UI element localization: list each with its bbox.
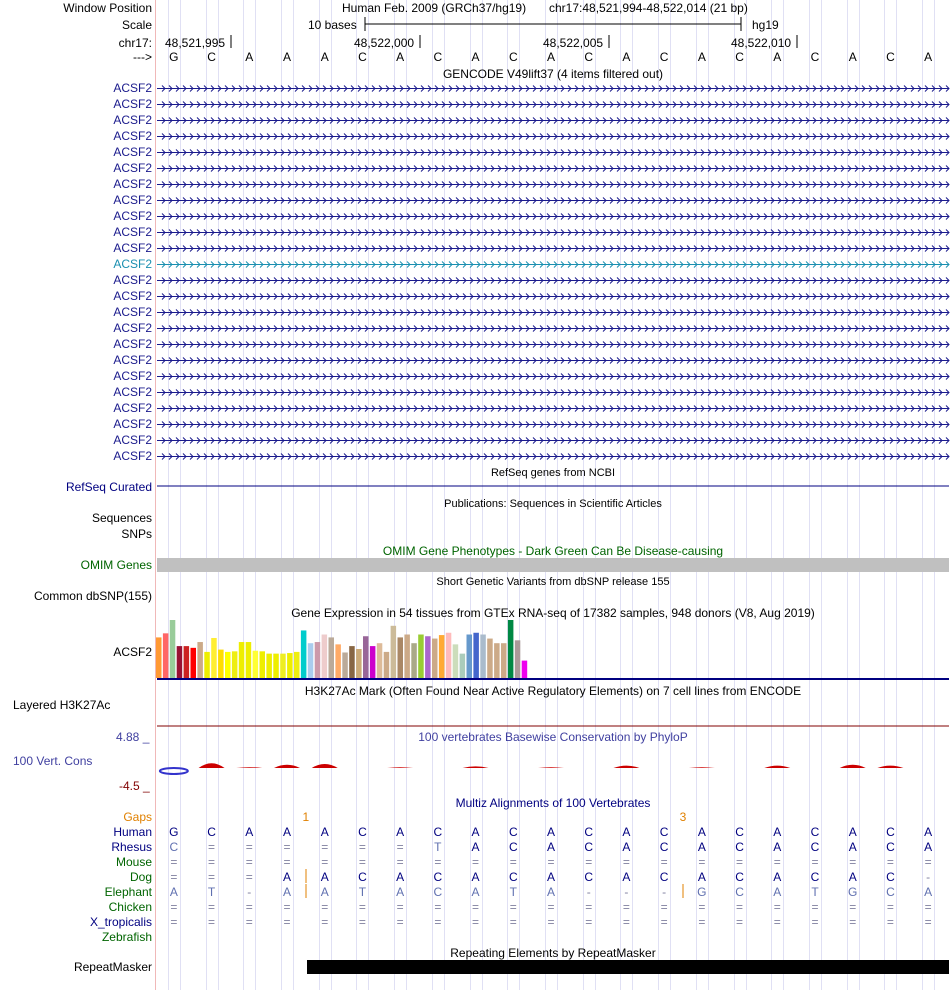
alignment-base: C — [584, 840, 594, 854]
gencode-gene-label[interactable]: ACSF2 — [113, 113, 152, 127]
alignment-base: = — [509, 855, 517, 869]
alignment-base: C — [358, 825, 367, 839]
alignment-base: = — [811, 900, 819, 914]
alignment-base: = — [924, 900, 932, 914]
alignment-base: = — [924, 915, 932, 929]
alignment-base: A — [471, 885, 480, 899]
alignment-base: = — [622, 855, 630, 869]
alignment-base: = — [736, 915, 744, 929]
alignment-base: A — [848, 825, 857, 839]
alignment-base: A — [546, 825, 555, 839]
alignment-base: = — [321, 900, 329, 914]
gencode-track-title[interactable]: GENCODE V49lift37 (4 items filtered out) — [442, 67, 664, 81]
alignment-base: = — [622, 900, 630, 914]
alignment-base: T — [811, 885, 819, 899]
base-letter: C — [735, 50, 744, 64]
alignment-base: = — [886, 900, 894, 914]
alignment-base: C — [659, 870, 669, 884]
coord-label: 48,522,000 — [354, 36, 415, 50]
alignment-base: = — [358, 915, 366, 929]
alignment-base: = — [660, 855, 668, 869]
alignment-base: = — [434, 855, 442, 869]
multiz-track-title[interactable]: Multiz Alignments of 100 Vertebrates — [455, 796, 651, 810]
base-letter: C — [810, 50, 820, 64]
gencode-gene-label[interactable]: ACSF2 — [113, 289, 152, 303]
alignment-base: A — [320, 825, 329, 839]
base-letter: A — [546, 50, 555, 64]
phylop-track-title[interactable]: 100 vertebrates Basewise Conservation by PhyloP — [418, 730, 688, 744]
alignment-base: A — [320, 870, 329, 884]
snps-label: SNPs — [121, 527, 152, 541]
dbsnp-track-title[interactable]: Short Genetic Variants from dbSNP release 155 — [436, 576, 670, 588]
gencode-gene-label[interactable]: ACSF2 — [113, 449, 152, 463]
alignment-base: = — [660, 915, 668, 929]
alignment-base: = — [396, 840, 404, 854]
alignment-base: = — [245, 870, 253, 884]
gtex-track-title[interactable]: Gene Expression in 54 tissues from GTEx RNA-seq of 17382 samples, 948 donors (V8, Aug 2019) — [291, 606, 815, 620]
alignment-base: C — [433, 885, 443, 899]
gencode-gene-label[interactable]: ACSF2 — [113, 209, 152, 223]
alignment-base: = — [245, 900, 253, 914]
h3k27ac-label: Layered H3K27Ac — [13, 698, 111, 712]
alignment-base: = — [358, 840, 366, 854]
alignment-base: C — [886, 885, 895, 899]
alignment-base: A — [396, 825, 405, 839]
coord-label: 48,521,995 — [165, 36, 226, 50]
alignment-base: = — [660, 900, 668, 914]
alignment-base: = — [208, 855, 216, 869]
repeat-element-bar[interactable] — [307, 960, 949, 974]
alignment-base: A — [622, 825, 631, 839]
gencode-gene-label[interactable]: ACSF2 — [113, 385, 152, 399]
phylop-label: 100 Vert. Cons — [13, 754, 93, 768]
alignment-base: = — [208, 915, 216, 929]
alignment-base: = — [208, 840, 216, 854]
base-letter: C — [584, 50, 594, 64]
alignment-base: = — [170, 870, 178, 884]
phylop-min-label: -4.5 _ — [119, 779, 150, 793]
alignment-base: = — [736, 855, 744, 869]
alignment-base: C — [886, 870, 895, 884]
alignment-base: T — [434, 840, 442, 854]
alignment-base: A — [697, 825, 706, 839]
alignment-base: = — [358, 855, 366, 869]
species-label[interactable]: Mouse — [115, 855, 152, 869]
alignment-base: A — [697, 870, 706, 884]
alignment-base: C — [810, 825, 820, 839]
gencode-gene-label[interactable]: ACSF2 — [113, 241, 152, 255]
alignment-base: - — [247, 885, 252, 899]
alignment-base: C — [810, 870, 820, 884]
alignment-base: - — [624, 885, 629, 899]
alignment-base: = — [547, 855, 555, 869]
scale-text: 10 bases — [308, 18, 357, 32]
species-label[interactable]: Human — [113, 825, 152, 839]
alignment-base: C — [433, 825, 443, 839]
gencode-gene-label[interactable]: ACSF2 — [113, 369, 152, 383]
alignment-base: C — [659, 825, 669, 839]
dbsnp-label: Common dbSNP(155) — [33, 589, 152, 603]
base-letter: G — [169, 50, 179, 64]
strand-label: ---> — [133, 50, 152, 64]
base-letter: A — [622, 50, 631, 64]
alignment-base: = — [283, 915, 291, 929]
base-letter: A — [396, 50, 405, 64]
assembly-text: Human Feb. 2009 (GRCh37/hg19) — [342, 1, 527, 15]
alignment-base: = — [886, 915, 894, 929]
alignment-base: T — [509, 885, 517, 899]
alignment-base: T — [358, 885, 367, 899]
alignment-base: = — [321, 840, 329, 854]
alignment-base: = — [698, 915, 706, 929]
alignment-base: = — [773, 915, 781, 929]
alignment-base: T — [207, 885, 216, 899]
alignment-base: C — [358, 870, 367, 884]
base-letter: A — [848, 50, 857, 64]
gencode-gene-label[interactable]: ACSF2 — [113, 433, 152, 447]
alignment-base: A — [546, 870, 555, 884]
omim-genes-label[interactable]: OMIM Genes — [80, 558, 152, 572]
alignment-base: = — [358, 900, 366, 914]
alignment-base: = — [472, 915, 480, 929]
base-letter: A — [697, 50, 706, 64]
gencode-gene-label[interactable]: ACSF2 — [113, 81, 152, 95]
alignment-base: C — [735, 870, 744, 884]
alignment-base: = — [170, 915, 178, 929]
alignment-base: A — [773, 885, 782, 899]
alignment-base: A — [396, 885, 405, 899]
alignment-base: = — [283, 900, 291, 914]
alignment-base: = — [472, 855, 480, 869]
gencode-gene-label[interactable]: ACSF2 — [113, 337, 152, 351]
alignment-base: = — [321, 915, 329, 929]
coord-label: 48,522,010 — [731, 36, 792, 50]
alignment-base: = — [283, 840, 291, 854]
publications-track-title[interactable]: Publications: Sequences in Scientific Articles — [444, 498, 662, 510]
window-position-label: Window Position — [63, 1, 152, 15]
alignment-base: = — [509, 915, 517, 929]
alignment-base: C — [508, 870, 518, 884]
alignment-base: = — [396, 915, 404, 929]
base-letter: C — [358, 50, 367, 64]
scale-label: Scale — [121, 18, 152, 32]
alignment-base: - — [926, 870, 931, 884]
alignment-base: = — [622, 915, 630, 929]
alignment-base: = — [698, 900, 706, 914]
species-label[interactable]: Rhesus — [111, 840, 152, 854]
alignment-base: = — [773, 855, 781, 869]
base-letter: A — [282, 50, 291, 64]
gencode-gene-label[interactable]: ACSF2 — [113, 97, 152, 111]
alignment-base: = — [849, 915, 857, 929]
alignment-base: A — [848, 870, 857, 884]
alignment-base: = — [434, 915, 442, 929]
alignment-base: A — [396, 870, 405, 884]
alignment-base: C — [810, 840, 820, 854]
refseq-curated-label[interactable]: RefSeq Curated — [65, 480, 152, 494]
gencode-gene-label[interactable]: ACSF2 — [113, 193, 152, 207]
gencode-gene-label[interactable]: ACSF2 — [113, 145, 152, 159]
base-letter: C — [886, 50, 895, 64]
alignment-base: A — [697, 840, 706, 854]
alignment-base: = — [849, 900, 857, 914]
gtex-gene-label: ACSF2 — [113, 645, 152, 659]
alignment-base: A — [546, 840, 555, 854]
alignment-base: = — [585, 855, 593, 869]
alignment-base: = — [547, 915, 555, 929]
chrom-label: chr17: — [118, 36, 152, 50]
alignment-base: = — [472, 900, 480, 914]
alignment-base: A — [924, 825, 933, 839]
alignment-base: C — [735, 840, 744, 854]
alignment-base: A — [282, 825, 291, 839]
alignment-base: = — [509, 900, 517, 914]
alignment-base: = — [886, 855, 894, 869]
alignment-base: = — [321, 855, 329, 869]
alignment-base: A — [282, 870, 291, 884]
alignment-base: = — [245, 840, 253, 854]
repeatmasker-label: RepeatMasker — [73, 960, 152, 974]
alignment-base: = — [698, 855, 706, 869]
alignment-base: = — [283, 855, 291, 869]
alignment-base: C — [886, 825, 895, 839]
gencode-gene-label[interactable]: ACSF2 — [113, 129, 152, 143]
gencode-gene-label[interactable]: ACSF2 — [113, 305, 152, 319]
alignment-base: A — [773, 840, 782, 854]
alignment-base: A — [622, 870, 631, 884]
gencode-gene-label[interactable]: ACSF2 — [113, 401, 152, 415]
gencode-gene-label[interactable]: ACSF2 — [113, 225, 152, 239]
alignment-base: A — [282, 885, 291, 899]
gencode-gene-label[interactable]: ACSF2 — [113, 417, 152, 431]
alignment-base: = — [170, 900, 178, 914]
gencode-gene-label[interactable]: ACSF2 — [113, 161, 152, 175]
alignment-base: = — [811, 915, 819, 929]
alignment-base: - — [586, 885, 591, 899]
alignment-base: A — [169, 885, 178, 899]
alignment-base: C — [508, 825, 518, 839]
h3k27ac-track-title[interactable]: H3K27Ac Mark (Often Found Near Active Regulatory Elements) on 7 cell lines from ENCODE — [304, 684, 802, 698]
gap-count: 3 — [679, 810, 687, 824]
alignment-base: = — [396, 900, 404, 914]
alignment-base: = — [208, 900, 216, 914]
alignment-base: A — [471, 870, 480, 884]
gaps-label: Gaps — [123, 810, 152, 824]
alignment-base: = — [849, 855, 857, 869]
base-letter: C — [433, 50, 443, 64]
sequences-label: Sequences — [91, 511, 152, 525]
alignment-base: C — [659, 840, 669, 854]
alignment-base: C — [169, 840, 179, 854]
alignment-base: C — [433, 870, 443, 884]
gencode-gene-label[interactable]: ACSF2 — [113, 257, 152, 271]
alignment-base: = — [811, 855, 819, 869]
gencode-gene-label[interactable]: ACSF2 — [113, 321, 152, 335]
alignment-base: = — [245, 915, 253, 929]
alignment-base: G — [848, 885, 858, 899]
alignment-base: C — [508, 840, 518, 854]
alignment-base: C — [584, 870, 594, 884]
alignment-base: C — [735, 825, 744, 839]
alignment-base: = — [245, 855, 253, 869]
base-letter: C — [659, 50, 669, 64]
species-label[interactable]: Dog — [129, 870, 152, 884]
gencode-gene-label[interactable]: ACSF2 — [113, 177, 152, 191]
base-letter: A — [471, 50, 480, 64]
species-label[interactable]: Chicken — [108, 900, 152, 914]
alignment-base: = — [585, 900, 593, 914]
base-letter: C — [207, 50, 216, 64]
alignment-base: = — [208, 870, 216, 884]
alignment-base: = — [170, 855, 178, 869]
gap-count: 1 — [302, 810, 310, 824]
repeatmasker-track-title[interactable]: Repeating Elements by RepeatMasker — [450, 946, 656, 960]
alignment-base: = — [585, 915, 593, 929]
base-letter: A — [773, 50, 782, 64]
alignment-base: A — [773, 825, 782, 839]
alignment-base: A — [320, 885, 329, 899]
scale-assembly: hg19 — [752, 18, 779, 32]
refseq-track-title[interactable]: RefSeq genes from NCBI — [490, 467, 616, 479]
alignment-base: A — [471, 825, 480, 839]
alignment-base: = — [396, 855, 404, 869]
alignment-base: = — [773, 900, 781, 914]
species-label[interactable]: Zebrafish — [101, 930, 152, 944]
phylop-max-label: 4.88 _ — [116, 730, 150, 744]
alignment-base: C — [584, 825, 594, 839]
alignment-base: = — [924, 855, 932, 869]
gencode-gene-label[interactable]: ACSF2 — [113, 273, 152, 287]
alignment-base: = — [434, 900, 442, 914]
alignment-base: C — [207, 825, 216, 839]
alignment-base: A — [471, 840, 480, 854]
alignment-base: A — [848, 840, 857, 854]
alignment-base: A — [622, 840, 631, 854]
alignment-base: A — [924, 885, 933, 899]
alignment-base: C — [886, 840, 895, 854]
alignment-base: = — [547, 900, 555, 914]
gencode-gene-label[interactable]: ACSF2 — [113, 353, 152, 367]
base-letter: C — [508, 50, 518, 64]
alignment-base: = — [736, 900, 744, 914]
base-letter: A — [245, 50, 254, 64]
alignment-base: A — [773, 870, 782, 884]
alignment-base: G — [697, 885, 707, 899]
alignment-base: - — [662, 885, 667, 899]
alignment-base: G — [169, 825, 179, 839]
alignment-base: A — [546, 885, 555, 899]
alignment-base: A — [245, 825, 254, 839]
alignment-base: C — [735, 885, 744, 899]
base-letter: A — [924, 50, 933, 64]
coord-label: 48,522,005 — [543, 36, 604, 50]
omim-track-title[interactable]: OMIM Gene Phenotypes - Dark Green Can Be Disease-causing — [382, 544, 724, 558]
position-text[interactable]: chr17:48,521,994-48,522,014 (21 bp) — [549, 1, 748, 15]
species-label[interactable]: X_tropicalis — [89, 915, 152, 929]
base-letter: A — [320, 50, 329, 64]
alignment-base: A — [924, 840, 933, 854]
species-label[interactable]: Elephant — [104, 885, 152, 899]
